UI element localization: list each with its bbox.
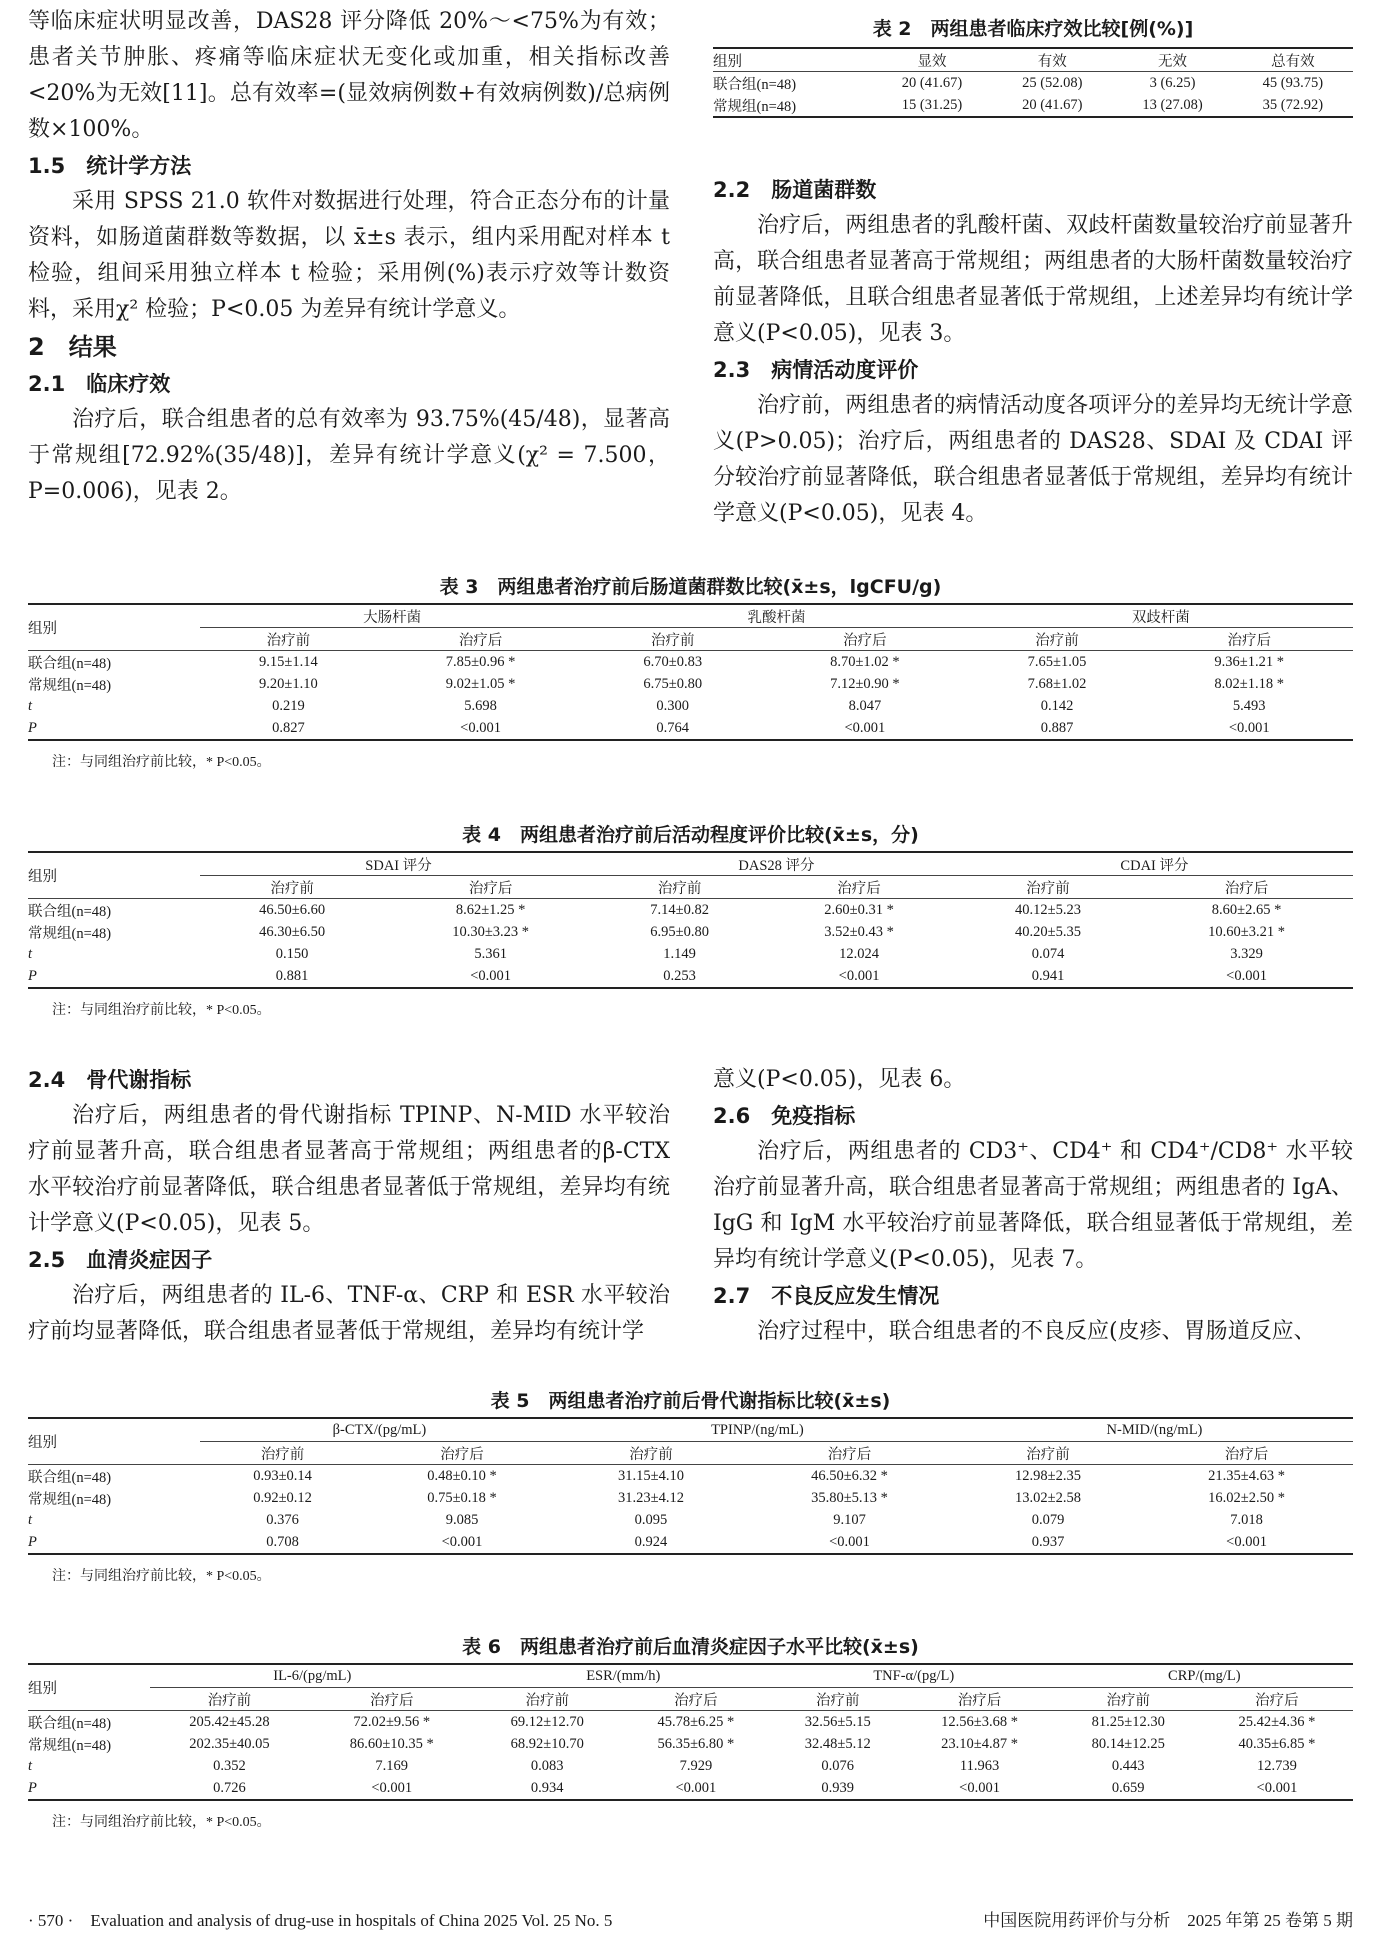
table-header: 治疗后 (369, 1692, 414, 1709)
table-cell: 12.739 (1256, 1757, 1297, 1774)
table-header: 组别 (28, 852, 200, 899)
table-row (713, 94, 1353, 117)
table-cell: 56.35±6.80 * (657, 1735, 735, 1752)
table-cell: 46.50±6.32 * (811, 1467, 888, 1484)
table-cell: <0.001 (460, 719, 501, 736)
table-cell: 25.42±4.36 * (1238, 1713, 1316, 1730)
table-cell: 23.10±4.87 * (941, 1735, 1018, 1752)
table-header: 治疗后 (1224, 1446, 1269, 1463)
table-cell: 9.20±1.10 (259, 675, 318, 692)
table-cell: 7.14±0.82 (650, 901, 709, 918)
table-cell: 9.02±1.05 * (445, 675, 516, 692)
table-6-block (28, 1632, 1353, 1831)
table-header: 治疗后 (1227, 632, 1271, 649)
table-header: DAS28 评分 (597, 852, 956, 876)
table-cell: 9.107 (833, 1511, 866, 1528)
table-cell: 20 (41.67) (1022, 96, 1083, 113)
table-cell: 0.93±0.14 (253, 1467, 312, 1484)
table-header: TPINP/(ng/mL) (559, 1418, 956, 1442)
table-row (28, 1509, 1353, 1531)
table-cell: 0.142 (1040, 697, 1074, 714)
table-cell: 7.85±0.96 * (445, 653, 516, 670)
table-cell: 202.35±40.05 (189, 1735, 270, 1752)
table-cell: 0.887 (1040, 719, 1074, 736)
section-heading-2-4: 2.4 骨代谢指标 (28, 1068, 192, 1092)
table-row (28, 695, 1353, 717)
table-cell: 40.35±6.85 * (1238, 1735, 1316, 1752)
table-cell: 21.35±4.63 * (1208, 1467, 1285, 1484)
table-row (713, 72, 1353, 95)
table-4-block (28, 820, 1353, 1019)
table-cell: 40.12±5.23 (1015, 901, 1081, 918)
table-cell: 9.15±1.14 (259, 653, 318, 670)
table-header: 治疗后 (440, 1446, 484, 1463)
table-cell: 8.70±1.02 * (830, 653, 900, 670)
table-cell: 0.083 (530, 1757, 564, 1774)
table-cell: 8.047 (848, 697, 882, 714)
table-cell: 0.726 (213, 1779, 246, 1796)
table-cell: P (28, 719, 37, 736)
table-header: 治疗前 (525, 1692, 569, 1709)
table-cell: 0.75±0.18 * (427, 1489, 497, 1506)
table-cell: 9.36±1.21 * (1214, 653, 1285, 670)
table-cell: 常规组(n=48) (713, 98, 797, 115)
table-row (28, 1777, 1353, 1800)
paragraph: 治疗过程中，联合组患者的不良反应(皮疹、胃肠道反应、 (757, 1319, 1316, 1344)
table-cell: 46.30±6.50 (259, 923, 326, 940)
table-6 (28, 1663, 1353, 1801)
table-cell: 69.12±12.70 (510, 1713, 584, 1730)
section-heading-2-2: 2.2 肠道菌群数 (713, 178, 877, 202)
table-header: 治疗前 (650, 632, 695, 649)
table-caption: 表 3 两组患者治疗前后肠道菌群数比较(x̄±s，lgCFU/g) (439, 576, 942, 598)
footer-journal-en: · 570 · Evaluation and analysis of drug-use in hospitals of China 2025 Vol. 25 No. 5 (28, 1911, 613, 1930)
table-cell: <0.001 (1226, 967, 1267, 984)
table-cell: 7.12±0.90 * (830, 675, 900, 692)
table-header: 治疗前 (1026, 1446, 1070, 1463)
table-header: 大肠杆菌 (200, 604, 584, 628)
table-cell: 32.56±5.15 (804, 1713, 871, 1730)
table-cell: 31.23±4.12 (617, 1489, 684, 1506)
table-header: 治疗前 (1026, 880, 1070, 897)
table-cell: <0.001 (1226, 1533, 1267, 1550)
table-cell: 联合组(n=48) (28, 903, 112, 920)
table-cell: <0.001 (371, 1779, 413, 1796)
table-cell: 联合组(n=48) (28, 655, 112, 672)
table-cell: 72.02±9.56 * (353, 1713, 431, 1730)
table-cell: 8.62±1.25 * (455, 901, 526, 918)
table-cell: <0.001 (441, 1533, 483, 1550)
table-header: TNF-α/(pg/L) (772, 1664, 1056, 1688)
table-cell: 35.80±5.13 * (811, 1489, 888, 1506)
table-cell: <0.001 (959, 1779, 1000, 1796)
table-header: 治疗后 (458, 632, 503, 649)
table-3 (28, 603, 1353, 741)
table-header: 治疗后 (1224, 880, 1269, 897)
table-cell: 0.095 (634, 1511, 668, 1528)
table-cell: 13.02±2.58 (1015, 1489, 1081, 1506)
table-header: 双歧杆菌 (969, 604, 1353, 628)
table-cell: 7.018 (1230, 1511, 1263, 1528)
table-cell: 31.15±4.10 (617, 1467, 684, 1484)
table-cell: 0.934 (530, 1779, 564, 1796)
table-header: β-CTX/(pg/mL) (200, 1418, 559, 1442)
table-cell: 0.48±0.10 * (427, 1467, 497, 1484)
table-cell: t (28, 945, 33, 962)
table-cell: 3.52±0.43 * (824, 923, 894, 940)
table-header: IL-6/(pg/mL) (150, 1664, 475, 1688)
table-header: 治疗后 (957, 1692, 1002, 1709)
paragraph: 治疗后，两组患者的骨代谢指标 TPINP、N-MID 水平较治疗前显著升高，联合组患者显著高于常规组；两组患者的β-CTX 水平较治疗前显著降低，联合组患者显著低于常规组，差异均有统计学意义(P<0.05)，见表 5。 (28, 1103, 670, 1236)
table-row (28, 1711, 1353, 1734)
table-row (28, 1733, 1353, 1755)
table-cell: 0.941 (1031, 967, 1065, 984)
table-cell: 45.78±6.25 * (657, 1713, 735, 1730)
table-cell: <0.001 (838, 967, 880, 984)
table-cell: 6.75±0.80 (643, 675, 703, 692)
table-cell: 81.25±12.30 (1091, 1713, 1165, 1730)
table-caption: 表 2 两组患者临床疗效比较[例(%)] (872, 18, 1194, 40)
paragraph: 意义(P<0.05)，见表 6。 (713, 1067, 966, 1092)
table-row (28, 1755, 1353, 1777)
table-caption: 表 6 两组患者治疗前后血清炎症因子水平比较(x̄±s) (462, 1636, 919, 1658)
table-header: 显效 (917, 53, 947, 70)
section-heading-1-5: 1.5 统计学方法 (28, 154, 192, 178)
table-cell: 12.024 (839, 945, 879, 962)
table-row (28, 1531, 1353, 1554)
table-cell: 11.963 (959, 1757, 1000, 1774)
table-cell: 0.708 (266, 1533, 299, 1550)
table-cell: 常规组(n=48) (28, 677, 112, 694)
table-cell: 9.085 (445, 1511, 479, 1528)
left-column-top (28, 4, 670, 510)
table-cell: 0.074 (1031, 945, 1065, 962)
table-cell: <0.001 (844, 719, 886, 736)
table-cell: 7.68±1.02 (1027, 675, 1087, 692)
table-cell: P (28, 967, 37, 984)
table-cell: 0.219 (272, 697, 305, 714)
table-row (28, 921, 1353, 943)
table-row (28, 673, 1353, 695)
table-cell: <0.001 (470, 967, 512, 984)
table-cell: 40.20±5.35 (1015, 923, 1081, 940)
table-cell: 0.92±0.12 (253, 1489, 312, 1506)
table-cell: 46.50±6.60 (259, 901, 326, 918)
table-cell: <0.001 (1256, 1779, 1298, 1796)
table-cell: 32.48±5.12 (804, 1735, 871, 1752)
table-header: 治疗后 (843, 632, 887, 649)
table-cell: 7.929 (679, 1757, 713, 1774)
table-header: 治疗后 (837, 880, 881, 897)
table-5-block (28, 1386, 1353, 1585)
table-cell: <0.001 (675, 1779, 717, 1796)
paragraph: 治疗后，两组患者的 IL-6、TNF-α、CRP 和 ESR 水平较治疗前均显著降低，联合组患者显著低于常规组，差异均有统计学 (28, 1283, 670, 1344)
table-header: 治疗前 (1106, 1692, 1150, 1709)
table-cell: 联合组(n=48) (28, 1469, 112, 1486)
table-header: 乳酸杆菌 (584, 604, 968, 628)
right-column-top (713, 172, 1353, 532)
table-cell: 10.60±3.21 * (1208, 923, 1285, 940)
table-note: 注：与同组治疗前比较，* P<0.05。 (52, 1815, 271, 1830)
table-cell: 1.149 (663, 945, 696, 962)
table-cell: 15 (31.25) (901, 96, 963, 113)
table-cell: 3.329 (1230, 945, 1263, 962)
table-cell: t (28, 1757, 33, 1774)
section-heading-2-1: 2.1 临床疗效 (28, 372, 171, 396)
table-caption: 表 4 两组患者治疗前后活动程度评价比较(x̄±s，分) (462, 824, 919, 846)
table-cell: P (28, 1533, 37, 1550)
left-column-mid (28, 1062, 670, 1350)
table-header: 无效 (1158, 53, 1188, 70)
table-header: 治疗前 (260, 1446, 305, 1463)
table-cell: 86.60±10.35 * (349, 1735, 434, 1752)
section-heading-2-7: 2.7 不良反应发生情况 (713, 1284, 940, 1308)
table-note: 注：与同组治疗前比较，* P<0.05。 (52, 1003, 271, 1018)
table-2 (713, 47, 1353, 118)
table-header: CDAI 评分 (956, 852, 1353, 876)
table-note: 注：与同组治疗前比较，* P<0.05。 (52, 755, 271, 770)
table-cell: P (28, 1779, 37, 1796)
table-cell: 0.924 (634, 1533, 668, 1550)
table-cell: 80.14±12.25 (1091, 1735, 1165, 1752)
table-cell: 0.352 (213, 1757, 246, 1774)
table-cell: 3 (6.25) (1149, 74, 1196, 91)
table-cell: 5.361 (474, 945, 507, 962)
table-cell: 联合组(n=48) (713, 76, 797, 93)
table-header: 治疗后 (1255, 1692, 1299, 1709)
table-cell: 0.659 (1111, 1779, 1145, 1796)
table-cell: 12.98±2.35 (1015, 1467, 1081, 1484)
table-cell: 0.079 (1031, 1511, 1065, 1528)
paragraph: 治疗后，两组患者的乳酸杆菌、双歧杆菌数量较治疗前显著升高，联合组患者显著高于常规组；两组患者的大肠杆菌数量较治疗前显著降低，且联合组患者显著低于常规组，上述差异均有统计学意义(P<0.05)，见表 3。 (713, 213, 1353, 346)
table-header: 治疗前 (266, 632, 311, 649)
table-header: 治疗后 (674, 1692, 718, 1709)
table-cell: 20 (41.67) (901, 74, 963, 91)
table-header: 总有效 (1271, 53, 1315, 70)
table-cell: 0.253 (663, 967, 696, 984)
table-caption: 表 5 两组患者治疗前后骨代谢指标比较(x̄±s) (490, 1390, 891, 1412)
table-row (28, 965, 1353, 988)
table-row (28, 899, 1353, 922)
table-header: 治疗前 (270, 880, 314, 897)
footer-journal-cn: 中国医院用药评价与分析 2025 年第 25 卷第 5 期 (983, 1911, 1353, 1930)
table-cell: 0.300 (656, 697, 690, 714)
table-header: 治疗前 (815, 1692, 860, 1709)
table-header: N-MID/(ng/mL) (956, 1418, 1353, 1442)
table-5 (28, 1417, 1353, 1555)
table-cell: 0.764 (656, 719, 690, 736)
table-note: 注：与同组治疗前比较，* P<0.05。 (52, 1569, 271, 1584)
table-row (28, 651, 1353, 674)
table-cell: 常规组(n=48) (28, 925, 112, 942)
table-cell: 8.02±1.18 * (1214, 675, 1285, 692)
table-header: SDAI 评分 (200, 852, 597, 876)
table-cell: 16.02±2.50 * (1208, 1489, 1285, 1506)
table-cell: 0.881 (275, 967, 309, 984)
table-row (28, 1465, 1353, 1488)
table-cell: 10.30±3.23 * (452, 923, 530, 940)
table-cell: 7.169 (375, 1757, 409, 1774)
paragraph: 治疗后，联合组患者的总有效率为 93.75%(45/48)，显著高于常规组[72.92%(35/48)]，差异有统计学意义(χ² = 7.500，P=0.006)，见表 2。 (28, 407, 670, 504)
paragraph: 等临床症状明显改善，DAS28 评分降低 20%～<75%为有效；患者关节肿胀、疼痛等临床症状无变化或加重，相关指标改善<20%为无效[11]。总有效率=(显效病例数+有效病例数)/总病例数×100%。 (28, 9, 670, 142)
table-cell: 35 (72.92) (1262, 96, 1324, 113)
table-header: 组别 (28, 1664, 150, 1711)
table-header: 治疗前 (629, 1446, 673, 1463)
table-cell: 0.376 (266, 1511, 299, 1528)
table-header: 治疗前 (1035, 632, 1079, 649)
table-header: 治疗前 (657, 880, 702, 897)
table-cell: 0.150 (275, 945, 309, 962)
table-cell: 5.698 (464, 697, 497, 714)
table-header: 治疗后 (468, 880, 513, 897)
table-header: ESR/(mm/h) (475, 1664, 772, 1688)
paragraph: 治疗后，两组患者的 CD3⁺、CD4⁺ 和 CD4⁺/CD8⁺ 水平较治疗前显著升高，联合组患者显著高于常规组；两组患者的 IgA、IgG 和 IgM 水平较治疗前显著降低，联合组显著低于常规组，差异均有统计学意义(P<0.05)，见表 7。 (713, 1139, 1353, 1272)
section-heading-2: 2 结果 (28, 333, 117, 361)
paragraph: 治疗前，两组患者的病情活动度各项评分的差异均无统计学意义(P>0.05)；治疗后，两组患者的 DAS28、SDAI 及 CDAI 评分较治疗前显著降低，联合组患者显著低于常规组，差异均有统计学意义(P<0.05)，见表 4。 (713, 393, 1353, 526)
table-header: 有效 (1037, 53, 1067, 70)
table-cell: 0.939 (821, 1779, 855, 1796)
table-cell: 7.65±1.05 (1027, 653, 1087, 670)
table-cell: <0.001 (1228, 719, 1270, 736)
table-cell: 8.60±2.65 * (1211, 901, 1282, 918)
table-cell: 13 (27.08) (1142, 96, 1203, 113)
table-cell: 0.827 (272, 719, 305, 736)
section-heading-2-3: 2.3 病情活动度评价 (713, 358, 919, 382)
table-cell: 0.076 (821, 1757, 855, 1774)
table-row (28, 1487, 1353, 1509)
table-header: 治疗后 (827, 1446, 872, 1463)
table-cell: 常规组(n=48) (28, 1491, 112, 1508)
paragraph: 采用 SPSS 21.0 软件对数据进行处理，符合正态分布的计量资料，如肠道菌群数等数据，以 x̄±s 表示，组内采用配对样本 t 检验，组间采用独立样本 t 检验；采用例(%)表示疗效等计数资料，采用χ² 检验；P<0.05 为差异有统计学意义。 (28, 189, 670, 322)
table-cell: 45 (93.75) (1262, 74, 1324, 91)
table-header: 治疗前 (207, 1692, 252, 1709)
table-row (28, 943, 1353, 965)
table-cell: 联合组(n=48) (28, 1715, 112, 1732)
table-cell: 205.42±45.28 (189, 1713, 270, 1730)
section-heading-2-5: 2.5 血清炎症因子 (28, 1248, 213, 1272)
table-cell: 常规组(n=48) (28, 1737, 112, 1754)
table-cell: 5.493 (1232, 697, 1266, 714)
table-cell: t (28, 1511, 33, 1528)
table-cell: t (28, 697, 33, 714)
table-cell: 6.70±0.83 (643, 653, 703, 670)
table-header: 组别 (28, 1418, 200, 1465)
table-row (28, 717, 1353, 740)
section-heading-2-6: 2.6 免疫指标 (713, 1104, 856, 1128)
table-cell: 25 (52.08) (1022, 74, 1083, 91)
table-header: 组别 (713, 53, 742, 70)
right-column-mid (713, 1062, 1353, 1350)
table-3-block (28, 572, 1353, 771)
table-cell: 12.56±3.68 * (941, 1713, 1018, 1730)
table-cell: 0.937 (1031, 1533, 1065, 1550)
table-cell: <0.001 (829, 1533, 870, 1550)
table-cell: 6.95±0.80 (650, 923, 709, 940)
table-header: CRP/(mg/L) (1056, 1664, 1353, 1688)
table-4 (28, 851, 1353, 989)
table-cell: 68.92±10.70 (510, 1735, 584, 1752)
table-2-block (713, 14, 1353, 118)
table-header: 组别 (28, 604, 200, 651)
table-cell: 0.443 (1111, 1757, 1145, 1774)
table-cell: 2.60±0.31 * (824, 901, 894, 918)
